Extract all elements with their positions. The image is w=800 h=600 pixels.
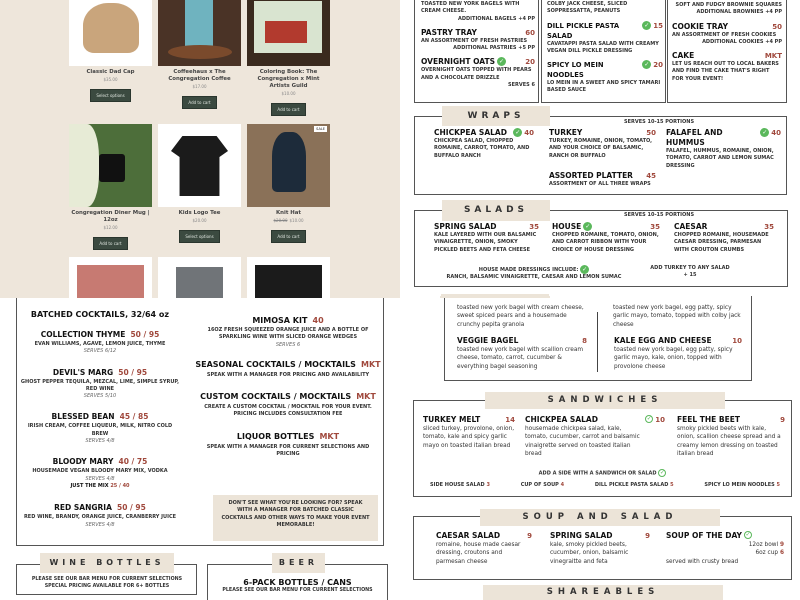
salad-item: HOUSE ✓ 35 CHOPPED ROMAINE, TOMATO, ONION, AND CARROT RIBBON WITH YOUR CHOICE OF HOUSE DRESSING xyxy=(552,222,660,253)
add-to-cart-button[interactable]: Add to cart xyxy=(271,230,305,243)
lo-mein-item: SPICY LO MEIN NOODLES ✓ 20 LO MEIN IN A SWEET AND SPICY TAMARI BASED SAUCE xyxy=(547,61,663,94)
old-price: $20.00 xyxy=(273,218,288,223)
vegan-icon: ✓ xyxy=(515,129,521,136)
wine-heading: WINE BOTTLES xyxy=(40,553,174,573)
vegan-icon: ✓ xyxy=(585,223,591,230)
product-card[interactable] xyxy=(69,0,152,102)
wine-text: PLEASE SEE OUR BAR MENU FOR CURRENT SELECTIONS SPECIAL PRICING AVAILABLE FOR 6+ BOTTLES xyxy=(31,577,183,590)
product-card[interactable] xyxy=(69,124,152,250)
product-image-tee[interactable] xyxy=(158,124,241,207)
product-image-knit-hat[interactable] xyxy=(247,124,330,207)
soup-salad-item: SPRING SALAD 9 kale, smoky pickled beets, cucumber, onion, balsamic vinegraitte and feta xyxy=(550,531,650,565)
cocktail-item: BLOODY MARY 40 / 75 HOUSEMADE VEGAN BLOODY MARY MIX, VODKA SERVES 4/8 JUST THE MIX 25 / 40 xyxy=(32,457,168,489)
product-price: $20.00 xyxy=(192,218,207,223)
product-price: $17.00 xyxy=(192,84,207,89)
product-image-coloring-book[interactable] xyxy=(247,0,330,66)
drink-item: CUSTOM COCKTAILS / MOCKTAILS MKT CREATE A CUSTOM COCKTAIL / MOCKTAIL FOR YOUR EVENT. PRICING INCLUDES CONSULTATION FEE xyxy=(200,392,376,418)
vegan-icon: ✓ xyxy=(499,58,505,66)
add-to-cart-button[interactable]: Add to cart xyxy=(271,103,305,116)
product-price: $35.00 xyxy=(103,77,118,82)
lunch-item-desc: COLBY JACK CHEESE, SLICED SOPPRESSATTA, PEANUTS xyxy=(547,1,628,15)
product-price: $12.00 xyxy=(103,225,118,230)
divider xyxy=(597,312,598,372)
cocktail-item: RED SANGRIA 50 / 95 RED WINE, BRANDY, ORANGE JUICE, CRANBERRY JUICE SERVES 4/8 xyxy=(23,503,177,528)
product-card[interactable] xyxy=(247,124,330,243)
wrap-item: FALAFEL AND HUMMUS ✓ 40 FALAFEL, HUMMUS, ROMAINE, ONION, TOMATO, CARROT AND LEMON SUMAC DRESSING xyxy=(666,128,781,169)
product-title[interactable]: Coloring Book: The Congregation x Mint Artists Guild xyxy=(257,69,320,89)
wraps-heading: WRAPS xyxy=(442,106,550,126)
pastry-tray-item: PASTRY TRAY 60 AN ASSORTMENT OF FRESH PASTRIES ADDITIONAL PASTRIES +5 PP xyxy=(421,27,535,52)
product-price xyxy=(247,218,330,223)
product-title[interactable]: Classic Dad Cap xyxy=(86,69,135,75)
select-options-button[interactable]: Select options xyxy=(90,89,130,102)
side-item: SIDE HOUSE SALAD 3 xyxy=(430,482,490,488)
soup-salad-heading: SOUP AND SALAD xyxy=(480,509,720,526)
product-image-black-tee[interactable] xyxy=(247,257,330,298)
vegan-icon: ✓ xyxy=(644,61,650,69)
product-card[interactable] xyxy=(158,124,241,243)
dessert-column xyxy=(672,2,782,83)
bagels-item: TOASTED NEW YORK BAGELS WITH CREAM CHEESE. ADDITIONAL BAGELS +4 PP xyxy=(421,1,535,22)
product-card[interactable] xyxy=(247,0,330,116)
batched-cocktails xyxy=(20,310,180,529)
drink-item: SEASONAL COCKTAILS / MOCKTAILS MKT SPEAK WITH A MANAGER FOR PRICING AND AVAILABILITY xyxy=(195,359,381,378)
select-options-button[interactable]: Select options xyxy=(179,230,219,243)
dill-pickle-item: DILL PICKLE PASTA SALAD ✓ 15 CAVATAPPI PASTA SALAD WITH CREAMY VEGAN DILL PICKLE DRESSING xyxy=(547,21,663,54)
salad-item: SPRING SALAD 35 KALE LAYERED WITH OUR BALSAMIC VINAIGRETTE, ONION, SMOKY PICKLED BEETS AND FETA CHEESE xyxy=(434,222,539,253)
drink-item: MIMOSA KIT 40 16OZ FRESH SQUEEZED ORANGE JUICE AND A BOTTLE OF SPARKLING WINE WITH SLICED ORANGE WEDGES SERVES 6 xyxy=(207,316,369,348)
product-image-cap[interactable] xyxy=(69,0,152,66)
product-card[interactable] xyxy=(158,0,241,109)
bagel-desc: toasted new york bagel with cream cheese, sweet spiced pears and a housemade crunchy pepita granola xyxy=(457,305,584,328)
specialty-drinks xyxy=(192,308,384,458)
sandwiches-heading: SANDWICHES xyxy=(485,392,725,409)
cocktail-item: DEVIL'S MARG 50 / 95 GHOST PEPPER TEQUILA, MEZCAL, LIME, SIMPLE SYRUP, RED WINE SERVES 5/10 xyxy=(20,367,180,400)
lunch-column xyxy=(547,1,663,95)
sale-price: $10.00 xyxy=(289,218,304,223)
add-to-cart-button[interactable]: Add to cart xyxy=(182,96,216,109)
callout-box: DON'T SEE WHAT YOU'RE LOOKING FOR? SPEAK WITH A MANAGER FOR BATCHED CLASSIC COCKTAILS AND OTHER WAYS TO MAKE YOUR EVENT MEMORABLE! xyxy=(213,495,378,541)
side-item: DILL PICKLE PASTA SALAD 5 xyxy=(594,482,674,488)
salad-item: CAESAR 35 CHOPPED ROMAINE, HOUSEMADE CAESAR DRESSING, PARMESAN WITH CROUTON CRUMBS xyxy=(674,222,774,253)
sale-badge: SALE xyxy=(316,127,325,131)
vegan-check-icon: ✓ xyxy=(745,531,751,538)
wrap-item: ASSORTED PLATTER 45 ASSORTMENT OF ALL THREE WRAPS xyxy=(549,171,656,187)
cafe-menu xyxy=(400,296,800,600)
product-title[interactable]: Knit Hat xyxy=(275,210,302,216)
product-image-gray-tee[interactable] xyxy=(158,257,241,298)
add-turkey-note: ADD TURKEY TO ANY SALAD + 15 xyxy=(650,265,730,279)
catering-menu xyxy=(400,0,800,296)
cocktail-item: COLLECTION THYME 50 / 95 EVAN WILLIAMS, AGAVE, LEMON JUICE, THYME SERVES 6/12 xyxy=(34,330,166,355)
add-to-cart-button[interactable]: Add to cart xyxy=(93,237,127,250)
shop-panel xyxy=(0,0,400,298)
sides-list xyxy=(430,482,780,489)
salads-heading: SALADS xyxy=(442,200,550,221)
soup-of-day-item: SOUP OF THE DAY ✓ 12oz bowl 9 6oz cup 6 served with crusty bread xyxy=(666,531,784,565)
side-item: SPICY LO MEIN NOODLES 5 xyxy=(704,482,780,488)
soup-salad-item: CAESAR SALAD 9 romaine, house made caesar dressing, croutons and parmesan cheese xyxy=(436,531,532,565)
beer-text: 6-PACK BOTTLES / CANS PLEASE SEE OUR BAR MENU FOR CURRENT SELECTIONS xyxy=(222,578,373,593)
cake-item: CAKE MKT LET US REACH OUT TO LOCAL BAKERS AND FIND THE CAKE THAT'S RIGHT FOR YOUR EVENT! xyxy=(672,51,782,82)
product-price: $10.00 xyxy=(281,91,296,96)
product-title[interactable]: Coffeehaus x The Congregation Coffee xyxy=(168,69,231,82)
kale-egg-item: KALE EGG AND CHEESE 10 toasted new york bagel, egg patty, spicy garlic mayo, kale, onion, topped with provolone cheese xyxy=(614,336,742,370)
wraps-serves: SERVES 10-15 PORTIONS xyxy=(624,119,695,125)
product-image-mug[interactable] xyxy=(69,124,152,207)
shareables-heading: SHAREABLES xyxy=(483,585,723,600)
bagel-desc: toasted new york bagel, egg patty, spicy garlic mayo, tomato, topped with colby jack cheese xyxy=(613,305,741,328)
salads-serves: SERVES 10-15 PORTIONS xyxy=(624,212,695,218)
bagels-tab xyxy=(440,296,550,298)
product-image-pink-tee[interactable] xyxy=(69,257,152,298)
vegan-icon: ✓ xyxy=(582,266,588,273)
dressings-note: HOUSE MADE DRESSINGS INCLUDE: ✓ RANCH, BALSAMIC VINAIGRETTE, CAESAR AND LEMON SUMAC xyxy=(446,266,622,281)
vegan-check-icon: ✓ xyxy=(659,469,665,476)
beer-heading: BEER xyxy=(272,553,325,573)
product-title[interactable]: Kids Logo Tee xyxy=(178,210,221,216)
cookie-tray-item: COOKIE TRAY 50 AN ASSORTMENT OF FRESH COOKIES ADDITIONAL COOKIES +4 PP xyxy=(672,21,782,45)
sandwich-item: FEEL THE BEET 9 smoky pickled beets with kale, onion, scallion cheese spread and a creamy lemon dressing on toasted italian bread xyxy=(677,415,785,457)
breakfast-column xyxy=(421,1,535,89)
drink-item: LIQUOR BOTTLES MKT SPEAK WITH A MANAGER FOR CURRENT SELECTIONS AND PRICING xyxy=(206,431,370,458)
vegan-icon: ✓ xyxy=(644,21,650,29)
wrap-item: TURKEY 50 TURKEY, ROMAINE, ONION, TOMATO, AND YOUR CHOICE OF BALSAMIC, RANCH OR BUFFALO xyxy=(549,128,656,159)
sandwich-item: TURKEY MELT 14 sliced turkey, provolone, onion, tomato, kale and spicy garlic mayo on toasted italian bread xyxy=(423,415,515,449)
side-item: CUP OF SOUP 4 xyxy=(520,482,565,488)
batched-cocktails-heading: BATCHED COCKTAILS, 32/64 oz xyxy=(30,310,170,319)
brownies-item: SOFT AND FUDGY BROWNIE SQUARES ADDITIONAL BROWNIES +4 PP xyxy=(675,2,782,16)
overnight-oats-item: OVERNIGHT OATS ✓ 20 OVERNIGHT OATS TOPPED WITH PEARS AND A CHOCOLATE DRIZZLE SERVES 6 xyxy=(421,57,535,89)
bar-menu xyxy=(0,298,400,600)
wrap-item: CHICKPEA SALAD ✓ 40 CHICKPEA SALAD, CHOPPED ROMAINE, CARROT, TOMATO, AND BUFFALO RANCH xyxy=(434,128,534,159)
side-label: ADD A SIDE WITH A SANDWICH OR SALAD ✓ xyxy=(538,469,665,477)
veggie-bagel-item: VEGGIE BAGEL 8 toasted new york bagel with scallion cream cheese, tomato, carrot, cucumber & everything bagel seasoning xyxy=(457,336,587,370)
vegan-icon: ✓ xyxy=(762,129,768,136)
cocktail-item: BLESSED BEAN 45 / 85 IRISH CREAM, COFFEE LIQUEUR, MILK, NITRO COLD BREW SERVES 4/8 xyxy=(27,412,173,445)
sandwich-item: CHICKPEA SALAD ✓ 10 housemade chickpea salad, kale, tomato, cucumber, carrot and balsamic vinaigrette served on toasted italian bread xyxy=(525,415,665,457)
vegan-check-icon: ✓ xyxy=(646,415,652,422)
product-image-coffee[interactable] xyxy=(158,0,241,66)
product-title[interactable]: Congregation Diner Mug | 12oz xyxy=(71,210,150,223)
